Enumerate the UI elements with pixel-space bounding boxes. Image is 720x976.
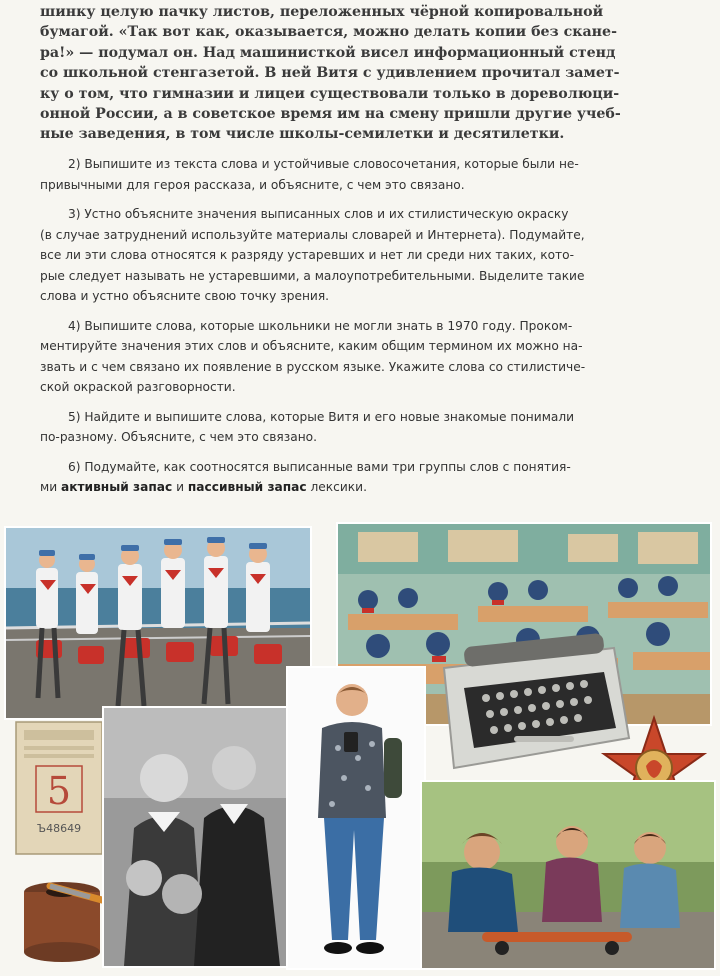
task-line: 3) Устно объясните значения выписанных слов и их стилистическую окраску xyxy=(68,207,569,221)
task-line: 4) Выпишите слова, которые школьники не могли знать в 1970 году. Проком- xyxy=(68,318,573,333)
task-6 xyxy=(40,457,708,498)
story-line: ра!» — подумал он. Над машинисткой висел информационный стенд xyxy=(40,44,616,61)
task-line: привычными для героя рассказа, и объясните, с чем это связано. xyxy=(40,177,465,192)
task-line: ми активный запас и пассивный запас лексики. xyxy=(40,480,367,494)
ticket-digit: 5 xyxy=(46,769,72,813)
task-line: 5) Найдите и выпишите слова, которые Витя и его новые знакомые понимали xyxy=(68,409,575,424)
task-line: рые следует называть не устаревшими, а малоупотребительными. Выделите такие xyxy=(40,268,585,283)
bw-school-photo xyxy=(104,708,288,966)
task-line: звать и с чем связано их появление в русском языке. Укажите слова со стилистиче- xyxy=(40,359,586,374)
task-line: ской окраской разговорности. xyxy=(40,380,236,394)
task-3 xyxy=(40,204,708,307)
story-line: ку о том, что гимназии и лицеи существовали только в дореволюци- xyxy=(40,85,620,102)
story-text xyxy=(40,2,708,145)
term-passive-vocabulary: пассивный запас xyxy=(187,480,307,494)
story-line: бумагой. «Так вот как, оказывается, можно делать копии без скане- xyxy=(40,24,617,41)
task-line: по-разному. Объясните, с чем это связано. xyxy=(40,430,317,444)
task-line: 6) Подумайте, как соотносятся выписанные вами три группы слов с понятия- xyxy=(68,459,571,474)
ticket-serial: Ъ48649 xyxy=(36,822,82,835)
story-line: со школьной стенгазетой. В ней Витя с удивлением прочитал замет- xyxy=(40,65,620,82)
story-line: онной России, а в советское время им на смену пришли другие учеб- xyxy=(40,106,621,123)
task-line: слова и устно объясните свою точку зрения. xyxy=(40,289,330,303)
photo-collage xyxy=(4,518,716,970)
task-line: все ли эти слова относятся к разряду устаревших и нет ли среди них таких, кото- xyxy=(40,248,575,262)
task-line: ментируйте значения этих слов и объясните, каким общим термином их можно на- xyxy=(40,339,583,353)
story-line: ные заведения, в том числе школы-семилетки и десятилетки. xyxy=(40,126,565,143)
modern-boy-photo xyxy=(288,668,424,968)
task-list xyxy=(40,154,708,507)
pioneer-drummers-photo xyxy=(6,528,310,718)
task-line: 2) Выпишите из текста слова и устойчивые словосочетания, которые были не- xyxy=(68,157,579,171)
teens-with-phones-photo xyxy=(422,782,714,968)
task-line: (в случае затруднений используйте материалы словарей и Интернета). Подумайте, xyxy=(40,227,585,242)
task-4 xyxy=(40,316,708,398)
story-line: шинку целую пачку листов, переложенных чёрной копировальной xyxy=(40,4,604,20)
term-active-vocabulary: активный запас xyxy=(61,480,173,494)
task-5 xyxy=(40,407,708,448)
old-bus-ticket xyxy=(12,718,106,858)
task-2 xyxy=(40,154,708,195)
